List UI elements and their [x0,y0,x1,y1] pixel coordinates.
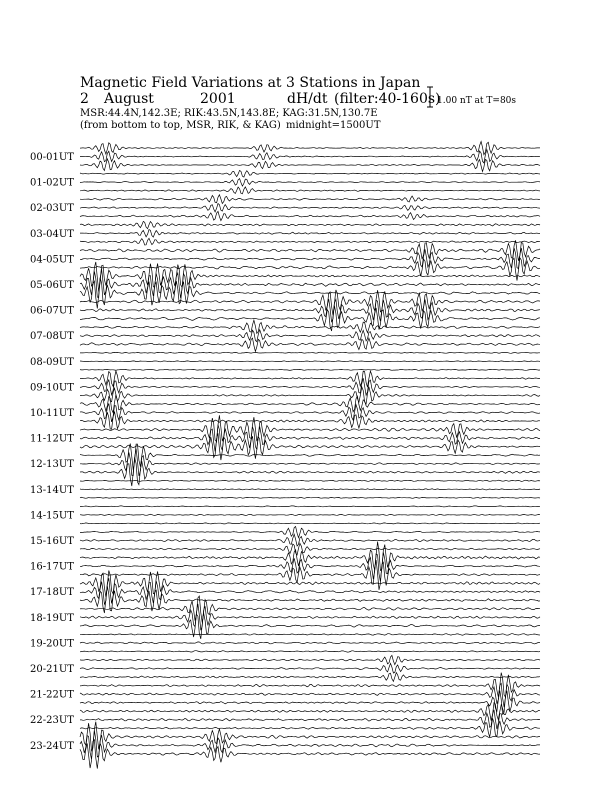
trace-13-14UT-KAG [80,480,540,481]
trace-07-08UT-RIK [80,330,540,342]
hour-label-23-24UT: 23-24UT [30,740,74,752]
trace-15-16UT-RIK [80,534,540,546]
trace-08-09UT-KAG [80,352,540,353]
trace-20-21UT-MSR [80,673,540,682]
trace-19-20UT-RIK [80,642,540,644]
hour-label-01-02UT: 01-02UT [30,177,74,189]
trace-20-21UT-RIK [80,663,540,673]
hour-label-13-14UT: 13-14UT [30,484,74,496]
hour-label-16-17UT: 16-17UT [30,561,74,573]
hour-label-17-18UT: 17-18UT [30,587,74,599]
date-day: 2 [80,91,89,107]
date-month: August [104,91,154,107]
trace-03-04UT-MSR [80,238,540,245]
trace-21-22UT-RIK [80,683,540,707]
hour-label-15-16UT: 15-16UT [30,536,74,547]
quantity-label: dH/dt [287,91,328,107]
hour-label-00-01UT: 00-01UT [30,152,74,163]
traces [80,142,540,769]
date-year: 2001 [200,91,236,107]
trace-14-15UT-RIK [80,514,540,515]
trace-08-09UT-RIK [80,361,540,362]
trace-15-16UT-MSR [80,543,540,555]
trace-01-02UT-MSR [80,187,540,194]
trace-00-01UT-MSR [80,159,540,172]
hour-label-12-13UT: 12-13UT [30,459,74,471]
trace-04-05UT-KAG [80,240,540,260]
midnight-label: midnight=1500UT [286,120,381,131]
hour-label-08-09UT: 08-09UT [30,356,74,368]
trace-08-09UT-MSR [80,369,540,370]
hour-labels [30,152,74,752]
trace-00-01UT-RIK [80,149,540,163]
trace-07-08UT-KAG [80,320,540,333]
hour-label-04-05UT: 04-05UT [30,254,74,266]
trace-14-15UT-MSR [80,523,540,524]
trace-02-03UT-KAG [80,195,540,204]
hour-label-21-22UT: 21-22UT [30,689,74,701]
trace-10-11UT-RIK [80,403,540,422]
trace-19-20UT-KAG [80,634,540,636]
hour-label-03-04UT: 03-04UT [30,228,74,240]
trace-01-02UT-KAG [80,170,540,177]
trace-13-14UT-RIK [80,489,540,490]
trace-22-23UT-MSR [80,718,540,737]
trace-15-16UT-KAG [80,527,540,538]
trace-23-24UT-MSR [80,740,540,769]
trace-05-06UT-MSR [80,278,540,309]
trace-19-20UT-MSR [80,651,540,652]
hour-label-02-03UT: 02-03UT [30,203,74,215]
trace-09-10UT-KAG [80,371,540,387]
trace-13-14UT-MSR [80,497,540,498]
trace-11-12UT-KAG [80,415,540,442]
trace-02-03UT-MSR [80,211,540,220]
scale-bar [427,87,516,107]
hour-label-06-07UT: 06-07UT [30,305,74,317]
order-note: (from bottom to top, MSR, RIK, & KAG) [80,120,281,131]
hour-label-11-12UT: 11-12UT [30,433,74,445]
trace-03-04UT-KAG [80,221,540,228]
trace-10-11UT-KAG [80,395,540,413]
trace-03-04UT-RIK [80,230,540,238]
hour-label-10-11UT: 10-11UT [30,408,74,419]
chart-header [80,75,516,131]
trace-02-03UT-RIK [80,204,540,212]
trace-09-10UT-MSR [80,387,540,404]
hour-label-09-10UT: 09-10UT [30,382,74,394]
trace-22-23UT-KAG [80,703,540,721]
hour-label-20-21UT: 20-21UT [30,664,74,675]
trace-09-10UT-RIK [80,378,540,395]
stations-label: MSR:44.4N,142.3E; RIK:43.5N,143.8E; KAG:31.5N,130.7E [80,108,378,119]
hour-label-18-19UT: 18-19UT [30,612,74,624]
hour-label-19-20UT: 19-20UT [30,638,74,650]
chart-title: Magnetic Field Variations at 3 Stations in Japan [80,75,421,91]
scale-label: 1.00 nT at T=80s [437,96,517,106]
trace-10-11UT-MSR [80,411,540,429]
trace-20-21UT-KAG [80,655,540,664]
trace-07-08UT-MSR [80,338,540,351]
trace-01-02UT-RIK [80,179,540,187]
hour-label-22-23UT: 22-23UT [30,715,74,727]
hour-label-14-15UT: 14-15UT [30,510,74,522]
trace-00-01UT-KAG [80,142,540,155]
trace-22-23UT-RIK [80,710,540,729]
trace-14-15UT-KAG [80,506,540,507]
hour-label-07-08UT: 07-08UT [30,331,74,343]
filter-label: (filter:40-160s) [334,91,441,107]
hour-label-05-06UT: 05-06UT [30,280,74,291]
